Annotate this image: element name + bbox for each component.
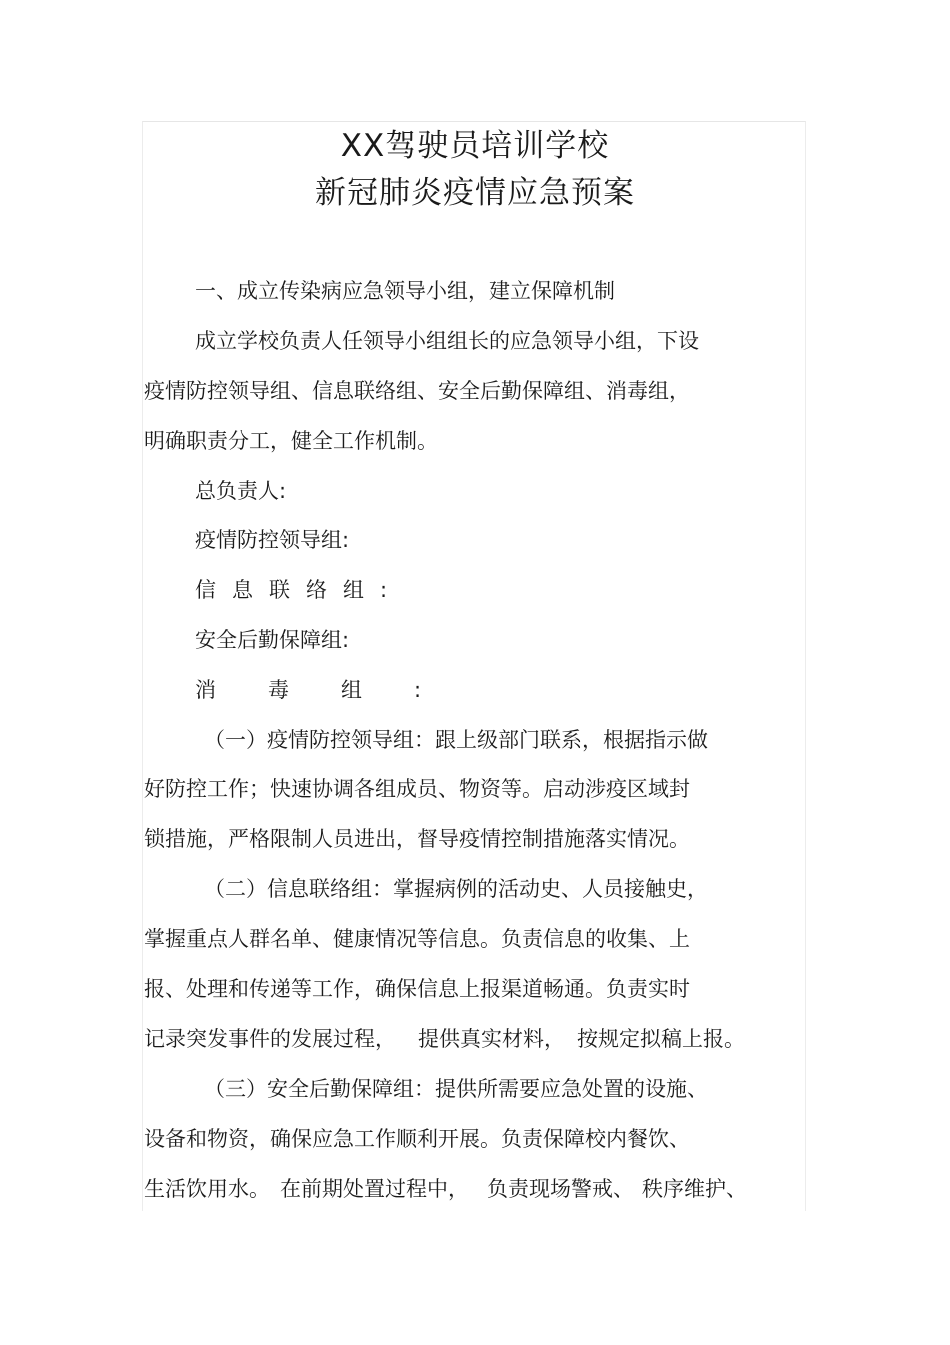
body-line: 报、处理和传递等工作，确保信息上报渠道畅通。负责实时: [144, 977, 690, 1001]
body-line: 掌握重点人群名单、健康情况等信息。负责信息的收集、上: [144, 927, 690, 951]
body-line: 锁措施，严格限制人员进出，督导疫情控制措施落实情况。: [144, 827, 690, 851]
body-line: 明确职责分工，健全工作机制。: [144, 429, 438, 453]
role-prevention-group: 疫情防控领导组:: [195, 528, 350, 552]
role-chief: 总负责人:: [195, 479, 287, 503]
role-disinfect-colon: :: [414, 678, 422, 702]
document-title-line1: XX驾驶员培训学校: [340, 128, 610, 164]
body-line: 成立学校负责人任领导小组组长的应急领导小组，下设: [195, 329, 699, 353]
document-title-line2: 新冠肺炎疫情应急预案: [315, 175, 635, 211]
role-liaison-colon: :: [380, 578, 388, 602]
body-line: 设备和物资，确保应急工作顺利开展。负责保障校内餐饮、: [144, 1127, 690, 1151]
role-disinfect-label: 消毒组: [195, 678, 414, 702]
text-run: 记录突发事件的发展过程，: [144, 1027, 396, 1051]
section-heading: 一、成立传染病应急领导小组，建立保障机制: [195, 279, 615, 303]
body-line: [144, 1175, 747, 1203]
body-line: （三）安全后勤保障组：提供所需要应急处置的设施、: [204, 1077, 708, 1101]
text-run: 在前期处置过程中，: [280, 1177, 469, 1201]
body-line: （一）疫情防控领导组：跟上级部门联系，根据指示做: [204, 728, 708, 752]
text-run: 秩序维护、: [642, 1177, 747, 1201]
role-liaison-label: 信息联络组: [195, 578, 380, 602]
text-run: 按规定拟稿上报。: [577, 1027, 745, 1051]
role-disinfect-group: [195, 676, 421, 704]
text-run: 提供真实材料，: [418, 1027, 565, 1051]
role-liaison-group: [195, 576, 387, 604]
body-line: 疫情防控领导组、信息联络组、安全后勤保障组、消毒组，: [144, 379, 690, 403]
body-line: （二）信息联络组：掌握病例的活动史、人员接触史，: [204, 877, 708, 901]
body-line: [144, 1025, 745, 1053]
text-run: 生活饮用水。: [144, 1177, 270, 1201]
text-run: 负责现场警戒、: [487, 1177, 634, 1201]
role-logistics-group: 安全后勤保障组:: [195, 628, 350, 652]
body-line: 好防控工作；快速协调各组成员、物资等。启动涉疫区域封: [144, 777, 690, 801]
